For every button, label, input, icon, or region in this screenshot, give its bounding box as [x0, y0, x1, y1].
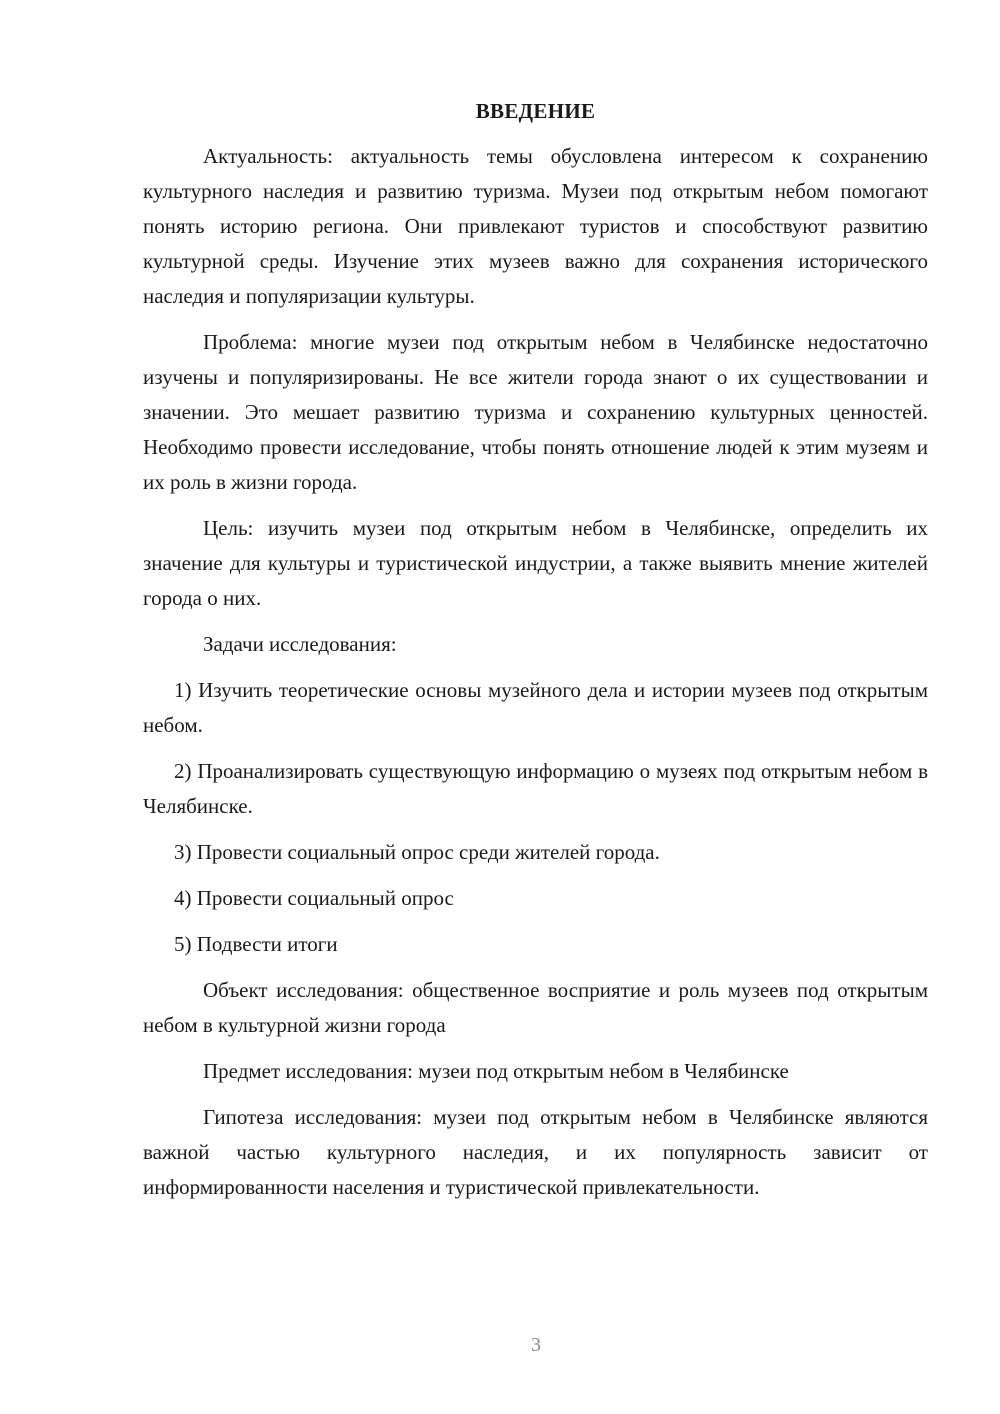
paragraph-relevance: Актуальность: актуальность темы обусловлена интересом к сохранению культурного наследия и развитию туризма. Музеи под открытым небом помогают понять историю региона. Они привлекают туристов и способствуют развитию культурной среды. Изучение этих музеев важно для сохранения исторического наследия и популяризации культуры.: [143, 144, 928, 308]
document-page: [143, 95, 928, 1205]
paragraph-goal: Цель: изучить музеи под открытым небом в Челябинске, определить их значение для культуры и туристической индустрии, а также выявить мнение жителей города о них.: [143, 516, 928, 610]
paragraph-object: Объект исследования: общественное восприятие и роль музеев под открытым небом в культурной жизни города: [143, 978, 928, 1037]
task-item-3: 3) Провести социальный опрос среди жителей города.: [174, 840, 660, 864]
task-item-5: 5) Подвести итоги: [174, 932, 338, 956]
task-item-4: 4) Провести социальный опрос: [174, 886, 454, 910]
section-title: ВВЕДЕНИЕ: [475, 99, 596, 123]
task-item-1: 1) Изучить теоретические основы музейного дела и истории музеев под открытым небом.: [143, 678, 928, 737]
tasks-heading: Задачи исследования:: [203, 632, 397, 656]
paragraph-subject: Предмет исследования: музеи под открытым небом в Челябинске: [203, 1059, 789, 1083]
task-item-2: 2) Проанализировать существующую информацию о музеях под открытым небом в Челябинске.: [143, 759, 928, 818]
page-number: 3: [531, 1334, 541, 1356]
paragraph-hypothesis: Гипотеза исследования: музеи под открытым небом в Челябинске являются важной частью культурного наследия, и их популярность зависит от информированности населения и туристической привлекательности.: [143, 1105, 928, 1199]
paragraph-problem: Проблема: многие музеи под открытым небом в Челябинске недостаточно изучены и популяризированы. Не все жители города знают о их существовании и значении. Это мешает развитию туризма и сохранению культурных ценностей. Необходимо провести исследование, чтобы понять отношение людей к этим музеям и их роль в жизни города.: [143, 330, 928, 494]
